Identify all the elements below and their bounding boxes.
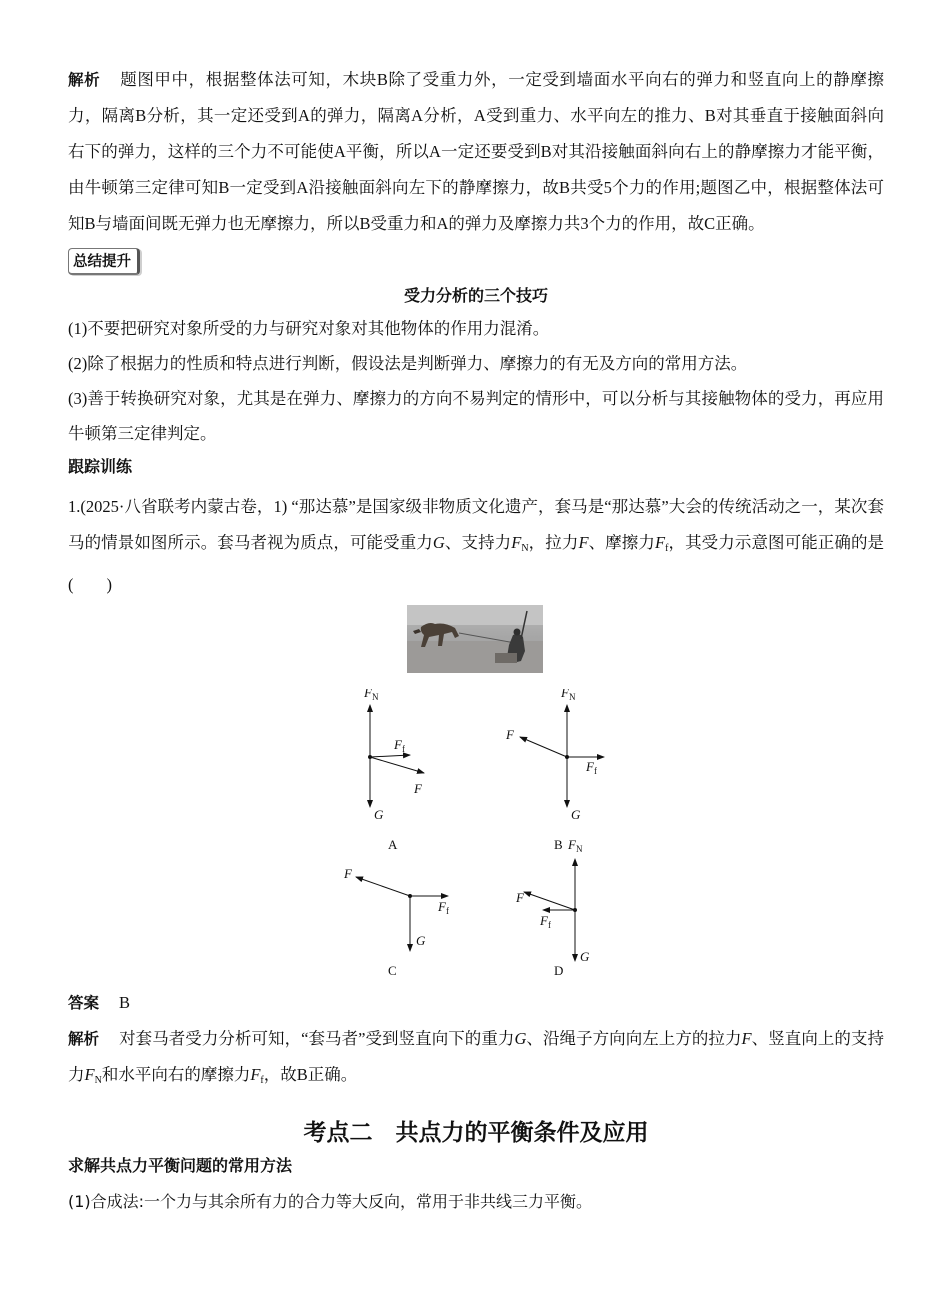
diagram-b-f-label: F [506,727,514,742]
horse-lasso-photo [407,605,543,673]
force-diagrams [68,689,884,981]
section-title: 考点二 共点力的平衡条件及应用 [303,1120,649,1146]
symbol-ff-sub: f [260,1075,264,1086]
diagram-b [505,689,604,852]
symbol-f: F [578,533,589,552]
method-item: (1)合成法:一个力与其余所有力的合力等大反向，常用于非共线三力平衡。 [68,1192,593,1211]
symbol-fn: F [511,533,522,552]
symbol-g: G [432,533,445,552]
question-part: 、摩擦力 [588,533,655,552]
symbol-fn-sub: N [94,1075,102,1086]
tip-item: (1)不要把研究对象所受的力与研究对象对其他物体的作用力混淆。 [68,319,550,338]
answer-line [68,985,884,1021]
analysis-paragraph [68,62,884,242]
question-part: 、支持力 [444,533,512,552]
symbol-fn-sub: N [521,543,529,554]
diagram-c-g-label: G [416,933,426,948]
diagram-d-fn-label: $F_N$ [568,837,583,854]
symbol-g: G [514,1029,527,1048]
methods-title: 求解共点力平衡问题的常用方法 [68,1156,293,1175]
diagram-c-f-arrow [356,877,410,896]
symbol-ff: F [250,1065,261,1084]
analysis-part: 对套马者受力分析可知，“套马者”受到竖直向下的重力 [119,1029,515,1048]
analysis-label: 解析 [68,71,101,89]
diagram-c [343,866,449,978]
question-part: ，拉力 [528,533,579,552]
question-text [68,489,884,603]
diagram-b-option: B [554,837,563,852]
diagram-b-ff-label: $F_f$ [586,759,597,776]
diagram-d-f-arrow [524,892,575,910]
training-analysis [68,1021,884,1099]
diagram-a-fn-label: $F_N$ [364,689,379,702]
diagram-a-ff-label: $F_f$ [394,737,405,754]
diagram-d-option: D [554,963,564,978]
diagram-c-f-label: F [344,866,352,881]
diagram-b-f-arrow [520,737,567,757]
diagram-d [515,837,590,978]
tip-item: (3)善于转换研究对象，尤其是在弹力、摩擦力的方向不易判定的情形中，可以分析与其接触物体的受力，再应用牛顿第三定律判定。 [68,389,884,443]
summary-badge: 总结提升 [68,248,140,275]
diagram-d-ff-label: $F_f$ [540,913,551,930]
diagram-a-g-label: G [374,807,384,822]
diagram-a-f-arrow [370,757,424,773]
training-analysis-label: 解析 [68,1030,100,1048]
diagram-c-ff-label: $F_f$ [438,899,449,916]
symbol-ff-sub: f [665,543,669,554]
diagram-d-f-label: F [516,890,524,905]
diagram-a [363,689,424,852]
analysis-part: ，故B正确。 [263,1065,358,1084]
answer-label: 答案 [68,994,100,1012]
analysis-part: 、竖直向上的支持力 [68,1029,885,1084]
diagram-d-g-label: G [580,949,590,964]
diagram-a-f-label: F [414,781,422,796]
tip-item: (2)除了根据力的性质和特点进行判断，假设法是判断弹力、摩擦力的有无及方向的常用方法。 [68,354,748,373]
answer-value: B [119,993,131,1012]
symbol-f: F [741,1029,752,1048]
analysis-part: 、沿绳子方向向左上方的拉力 [526,1029,742,1048]
diagram-a-option: A [388,837,398,852]
horse-lasso-scene [407,605,543,673]
diagram-b-g-label: G [571,807,581,822]
symbol-ff: F [654,533,666,552]
page-content [68,62,884,1221]
diagram-a-ff-arrow [370,755,410,757]
question-part: 1.(2025·八省联考内蒙古卷，1) “那达慕”是国家级非物质文化遗产，套马是“那达慕”大会的传统活动之一，某次套马的情景如图所示。套马者视为质点，可能受重力 [68,497,884,552]
analysis-text: 题图甲中，根据整体法可知，木块B除了受重力外，一定受到墙面水平向右的弹力和竖直向上的静摩擦力，隔离B分析，其一定还受到A的弹力，隔离A分析，A受到重力、水平向左的推力、B对其垂直于接触面斜向右下的弹力，这样的三个力不可能使A平衡，所以A一定还要受到B对其沿接触面斜向右上的静摩擦力才能平衡，由牛顿第三定律可知B一定受到A沿接触面斜向左下的静摩擦力，故B共受5个力的作用;题图乙中，根据整体法可知B与墙面间既无弹力也无摩擦力，所以B受重力和A的弹力及摩擦力共3个力的作用，故C正确。 [68,70,884,233]
question-part: ，其受力示意图可能正确的是( ) [68,533,885,594]
photo-area [68,605,884,679]
summary-title: 受力分析的三个技巧 [403,286,548,305]
training-heading: 跟踪训练 [68,457,133,476]
diagram-b-fn-label: $F_N$ [561,689,576,702]
diagram-c-option: C [388,963,397,978]
symbol-fn: F [84,1065,95,1084]
analysis-part: 和水平向右的摩擦力 [101,1065,251,1084]
force-diagrams-svg [68,689,884,981]
